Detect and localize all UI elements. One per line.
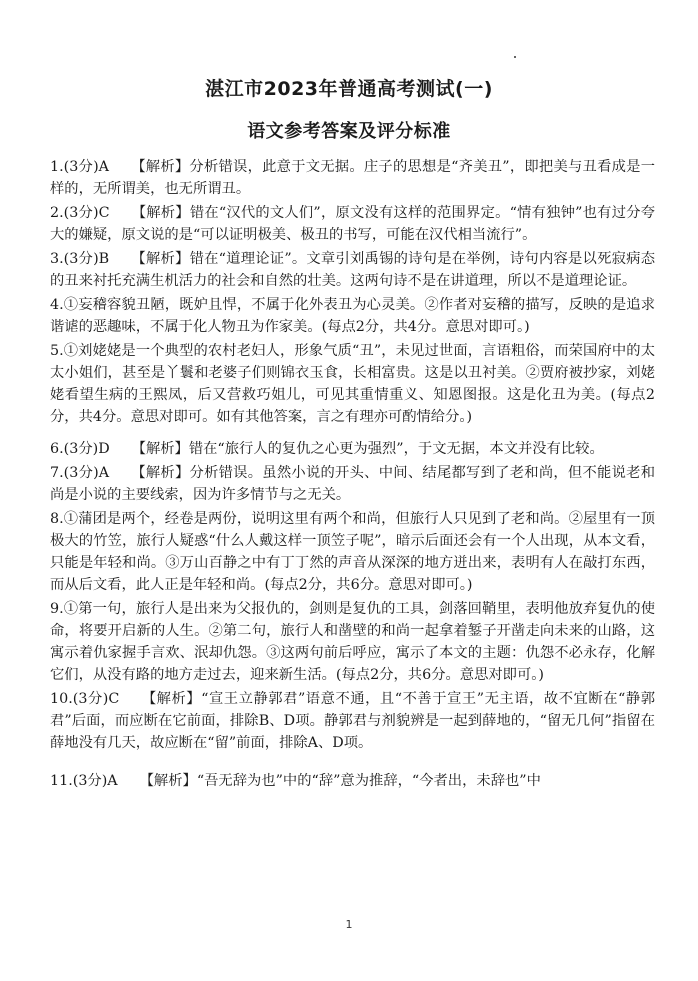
answer-text: 错在“汉代的文人们”，原文没有这样的范围界定。“情有独钟”也有过分夸大的嫌疑，原文说的是“可以证明极美、极丑的书写，可能在汉代相当流行”。 (50, 205, 656, 243)
answer-tag: 【解析】 (141, 691, 202, 707)
answer-tag: 【解析】 (139, 773, 197, 789)
answer-tag: 【解析】 (131, 159, 190, 175)
answer-list (50, 156, 655, 794)
answer-item-7 (50, 462, 655, 506)
answer-text: 分析错误。虽然小说的开头、中间、结尾都写到了老和尚，但不能说老和尚是小说的主要线索，因为许多情节与之无关。 (50, 465, 656, 503)
answer-text: 分析错误，此意于文无据。庄子的思想是“齐美丑”，即把美与丑看成是一样的，无所谓美，也无所谓丑。 (50, 159, 655, 197)
answer-head: 7.(3分)A (50, 465, 110, 481)
answer-tag: 【解析】 (131, 465, 190, 481)
answer-head: 3.(3分)B (50, 251, 110, 267)
answer-item-6 (50, 438, 655, 460)
answer-head: 2.(3分)C (50, 205, 110, 221)
answer-text: “宣王立静郭君”语意不通，且“不善于宣王”无主语，故不宜断在“静郭君”后面，而应断在它前面，排除B、D项。静郭君与剂貌辨是一起到薛地的，“留无几何”指留在薛地没有几天，故应断在“留”前面，排除A、D项。 (50, 691, 655, 751)
answer-item-4 (50, 294, 655, 338)
answer-item-8 (50, 508, 655, 596)
answer-head: 11.(3分)A (50, 773, 118, 789)
answer-item-1 (50, 156, 655, 200)
answer-text: “吾无辞为也”中的“辞”意为推辞，“今者出，未辞也”中 (196, 773, 541, 789)
answer-head: 1.(3分)A (50, 159, 109, 175)
page-title: 湛江市2023年普通高考测试(一) (205, 78, 493, 100)
answer-text: ①蒲团是两个，经卷是两份，说明这里有两个和尚，但旅行人只见到了老和尚。②屋里有一顶极大的竹笠，旅行人疑惑“什么人戴这样一顶笠子呢”，暗示后面还会有一个人出现，从本文看，只能是年轻和尚。③万山百静之中有丁丁然的声音从深深的地方迸出来，表明有人在敲打东西，而从后文看，此人正是年轻和尚。(每点2分，共6分。意思对即可。) (50, 511, 655, 593)
answer-text: ①妄稽容貌丑陋，既妒且悍，不属于化外表丑为心灵美。②作者对妄稽的描写，反映的是追求谐谑的恶趣味，不属于化人物丑为作家美。(每点2分，共4分。意思对即可。) (50, 297, 655, 335)
answer-item-11 (50, 770, 655, 792)
answer-item-5 (50, 340, 655, 428)
answer-head: 10.(3分)C (50, 691, 120, 707)
answer-item-9 (50, 598, 655, 686)
answer-tag: 【解析】 (131, 441, 189, 457)
answer-text: 错在“道理论证”。文章引刘禹锡的诗句是在举例，诗句内容是以死寂病态的丑来衬托充满生机活力的社会和自然的壮美。这两句诗不是在讲道理，所以不是道理论证。 (50, 251, 655, 289)
answer-head: 6.(3分)D (50, 441, 110, 457)
answer-head: 8. (50, 511, 64, 527)
answer-text: 错在“旅行人的复仇之心更为强烈”，于文无据，本文并没有比较。 (188, 441, 604, 457)
answer-text: ①刘姥姥是一个典型的农村老妇人，形象气质“丑”，未见过世面，言语粗俗，而荣国府中的太太小姐们，甚至是丫鬟和老婆子们则锦衣玉食，长相富贵。这是以丑衬美。②贾府被抄家，刘姥姥看望生病的王熙凤，后又营救巧姐儿，可见其重情重义、知恩图报。这是化丑为美。(每点2分，共4分。意思对即可。如有其他答案，言之有理亦可酌情给分。) (50, 343, 655, 425)
answer-head: 9. (50, 601, 64, 617)
answer-head: 5. (50, 343, 64, 359)
answer-item-2 (50, 202, 655, 246)
stray-dot (514, 56, 516, 58)
answer-item-10 (50, 688, 655, 754)
page-subtitle: 语文参考答案及评分标准 (247, 121, 451, 142)
answer-item-3 (50, 248, 655, 292)
answer-head: 4. (50, 297, 64, 313)
answer-tag: 【解析】 (131, 205, 190, 221)
page-number: 1 (345, 918, 353, 931)
answer-text: ①第一句，旅行人是出来为父报仇的，剑则是复仇的工具，剑落回鞘里，表明他放弃复仇的使命，将要开启新的人生。②第二句，旅行人和凿壁的和尚一起拿着錾子开凿走向未来的山路，这寓示着仇家握手言欢、泯却仇怨。③这两句前后呼应，寓示了本文的主题：仇怨不必永存，化解它们，从没有路的地方走过去，迎来新生活。(每点2分，共6分。意思对即可。) (50, 601, 655, 683)
answer-tag: 【解析】 (131, 251, 190, 267)
